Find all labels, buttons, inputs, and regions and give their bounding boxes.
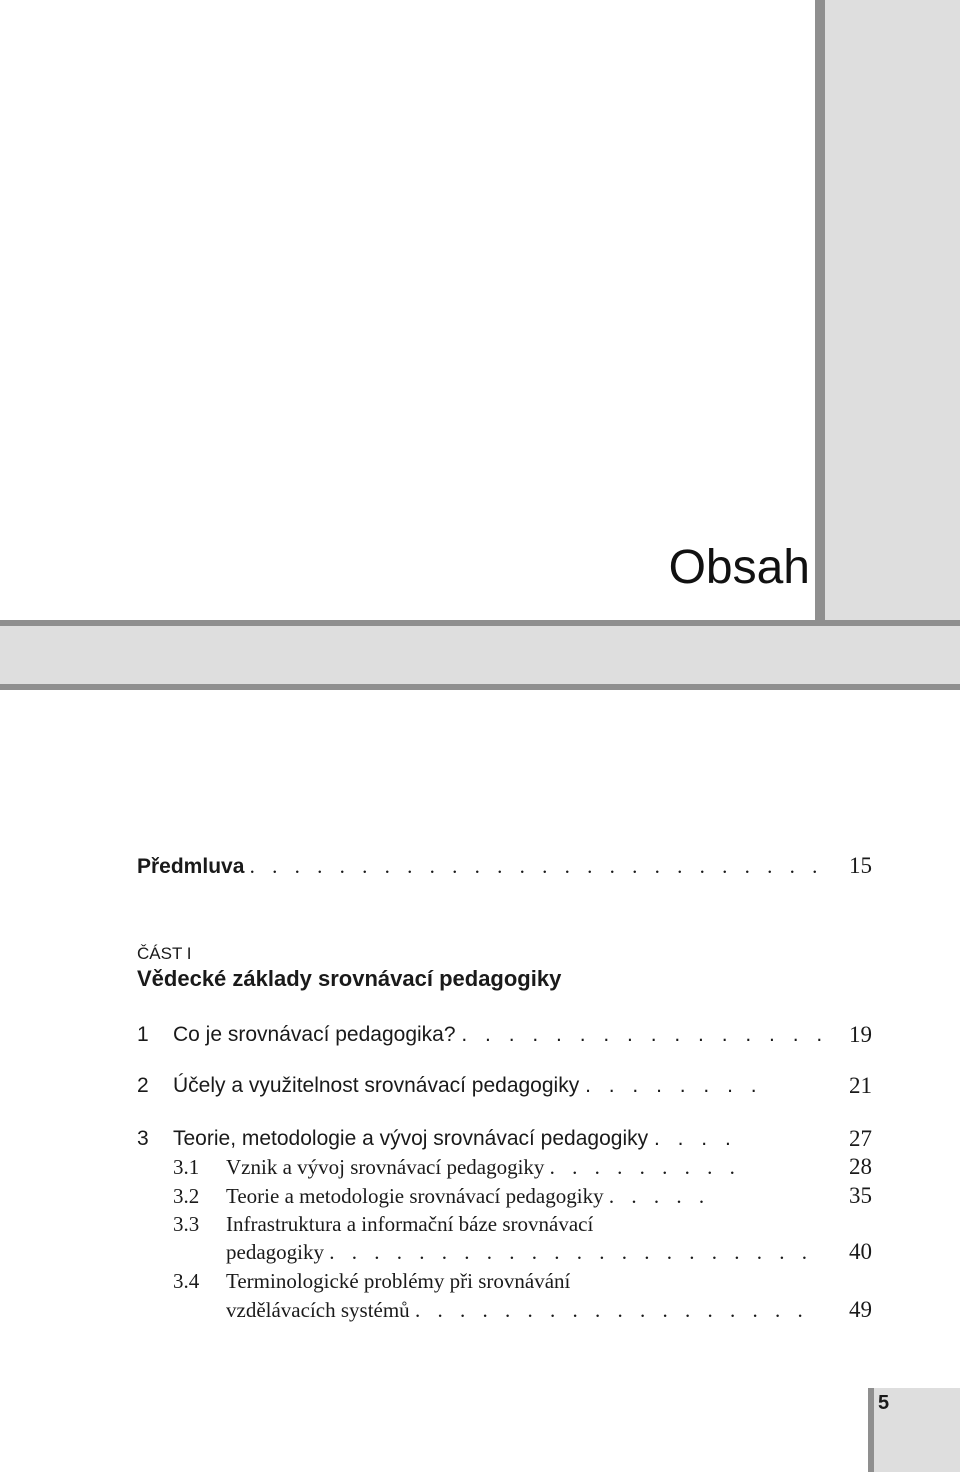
toc-entry-title: Předmluva [137, 855, 245, 878]
toc-leader-dots: . . . . . . . . . . . . . . . . . . . . . . [329, 1240, 813, 1264]
toc-entry-number: 3.4 [173, 1269, 200, 1293]
toc-entry-page: 28 [849, 1154, 872, 1179]
toc-leader-dots: . . . . . . . . [585, 1074, 763, 1097]
toc-entry-number: 2 [137, 1074, 149, 1097]
decor-vertical-band [825, 0, 960, 690]
toc-entry-number: 3.1 [173, 1155, 200, 1179]
toc-entry-page: 19 [849, 1022, 872, 1047]
toc-leader-dots: . . . . . . . . . . . . . . . . . . . . . . . . . . [249, 854, 824, 878]
decor-horizontal-band [0, 626, 825, 684]
toc-entry-title: Co je srovnávací pedagogika? [173, 1023, 456, 1046]
toc-entry-title-cont: pedagogiky [226, 1240, 324, 1264]
toc-entry-page: 49 [849, 1297, 872, 1322]
decor-horizontal-bar-top [0, 620, 960, 626]
toc-leader-dots: . . . . . [608, 1184, 711, 1208]
toc-entry-page: 15 [849, 853, 872, 878]
toc-leader-dots: . . . . [653, 1127, 737, 1150]
page-title: Obsah [668, 541, 810, 594]
toc-entry-title: Vznik a vývoj srovnávací pedagogiky [226, 1155, 545, 1179]
decor-vertical-bar [815, 0, 825, 690]
toc-entry-title: Teorie, metodologie a vývoj srovnávací pedagogiky [173, 1127, 649, 1150]
toc-entry-number: 1 [137, 1023, 149, 1046]
toc-entry-title: Infrastruktura a informační báze srovnávací [226, 1212, 594, 1236]
page-number-bar [868, 1388, 874, 1472]
toc-leader-dots: . . . . . . . . . . . . . . . . [461, 1023, 829, 1046]
toc-entry-number: 3 [137, 1127, 149, 1150]
toc-entry-page: 21 [849, 1073, 872, 1098]
part-title: Vědecké základy srovnávací pedagogiky [137, 966, 562, 991]
toc-entry-title: Teorie a metodologie srovnávací pedagogiky [226, 1184, 604, 1208]
page-number: 5 [878, 1392, 890, 1414]
toc-leader-dots: . . . . . . . . . . . . . . . . . . [414, 1298, 809, 1322]
toc-entry-title: Účely a využitelnost srovnávací pedagogiky [173, 1074, 580, 1097]
decor-horizontal-bar-bottom [0, 684, 960, 690]
toc-entry-title: Terminologické problémy při srovnávání [226, 1269, 571, 1293]
toc-entry-number: 3.3 [173, 1212, 200, 1236]
toc-entry-page: 35 [849, 1183, 872, 1208]
toc-leader-dots: . . . . . . . . . [549, 1155, 741, 1179]
toc-entry-page: 27 [849, 1126, 872, 1151]
toc-entry-number: 3.2 [173, 1184, 200, 1208]
toc-entry-page: 40 [849, 1239, 872, 1264]
part-label: ČÁST I [137, 944, 192, 963]
toc-entry-title-cont: vzdělávacích systémů [226, 1298, 410, 1322]
